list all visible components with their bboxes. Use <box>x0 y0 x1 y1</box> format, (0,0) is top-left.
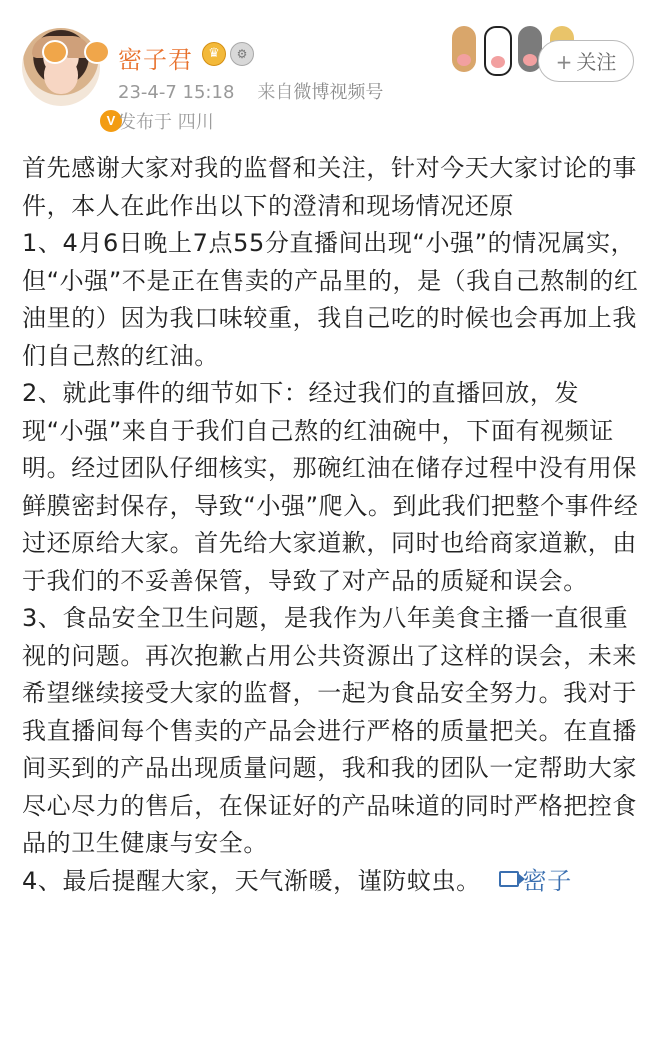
author-avatar[interactable] <box>22 28 116 128</box>
post-timestamp[interactable]: 23-4-7 15:18 <box>118 82 235 103</box>
source-link[interactable]: 微博视频号 <box>293 82 384 103</box>
medal-icon[interactable]: ⚙ <box>230 42 254 66</box>
video-camera-icon <box>499 871 519 887</box>
plus-icon: + <box>555 50 573 74</box>
source-prefix: 来自 <box>257 82 294 103</box>
post-paragraph: 首先感谢大家对我的监督和关注，针对今天大家讨论的事件，本人在此作出以下的澄清和现场情况还原 <box>22 154 637 220</box>
verified-badge-icon: V <box>98 108 124 134</box>
post-paragraph <box>22 863 640 901</box>
video-link-label: 密子 <box>522 866 572 895</box>
post-paragraph: 3、食品安全卫生问题，是我作为八年美食主播一直很重视的问题。再次抱歉占用公共资源出了这样的误会，未来希望继续接受大家的监督，一起为食品安全努力。我对于我直播间每个售卖的产品会进行严格的质量把关。在直播间买到的产品出现质量问题，我和我的团队一定帮助大家尽心尽力的售后，在保证好的产品味道的同时严格把控食品的卫生健康与安全。 <box>22 604 637 857</box>
post-body <box>22 150 640 900</box>
post-paragraph: 1、4月6日晚上7点55分直播间出现“小强”的情况属实，但“小强”不是正在售卖的产品里的，是（我自己熬制的红油里的）因为我口味较重，我自己吃的时候也会再加上我们自己熬的红油。 <box>22 229 639 370</box>
avatar-image <box>22 28 100 106</box>
cow-ornament-icon <box>42 40 68 64</box>
cow-ornament-icon <box>84 40 110 64</box>
author-name[interactable]: 密子君 <box>118 46 193 74</box>
post-location: 发布于 四川 <box>118 112 214 133</box>
crown-icon[interactable]: ♛ <box>202 42 226 66</box>
post-meta <box>118 78 383 104</box>
closing-sentence: 4、最后提醒大家，天气渐暖，谨防蚊虫。 <box>22 866 481 895</box>
post-header <box>0 0 660 150</box>
video-link[interactable] <box>499 867 572 895</box>
post-paragraph: 2、就此事件的细节如下：经过我们的直播回放，发现“小强”来自于我们自己熬的红油碗中，下面有视频证明。经过团队仔细核实，那碗红油在储存过程中没有用保鲜膜密封保存，导致“小强”爬入。到此我们把整个事件经过还原给大家。首先给大家道歉，同时也给商家道歉，由于我们的不妥善保管，导致了对产品的质疑和误会。 <box>22 379 639 595</box>
paw-icon <box>452 26 476 72</box>
follow-label: 关注 <box>576 50 617 74</box>
follow-button[interactable] <box>538 40 634 82</box>
paw-icon <box>484 26 512 76</box>
